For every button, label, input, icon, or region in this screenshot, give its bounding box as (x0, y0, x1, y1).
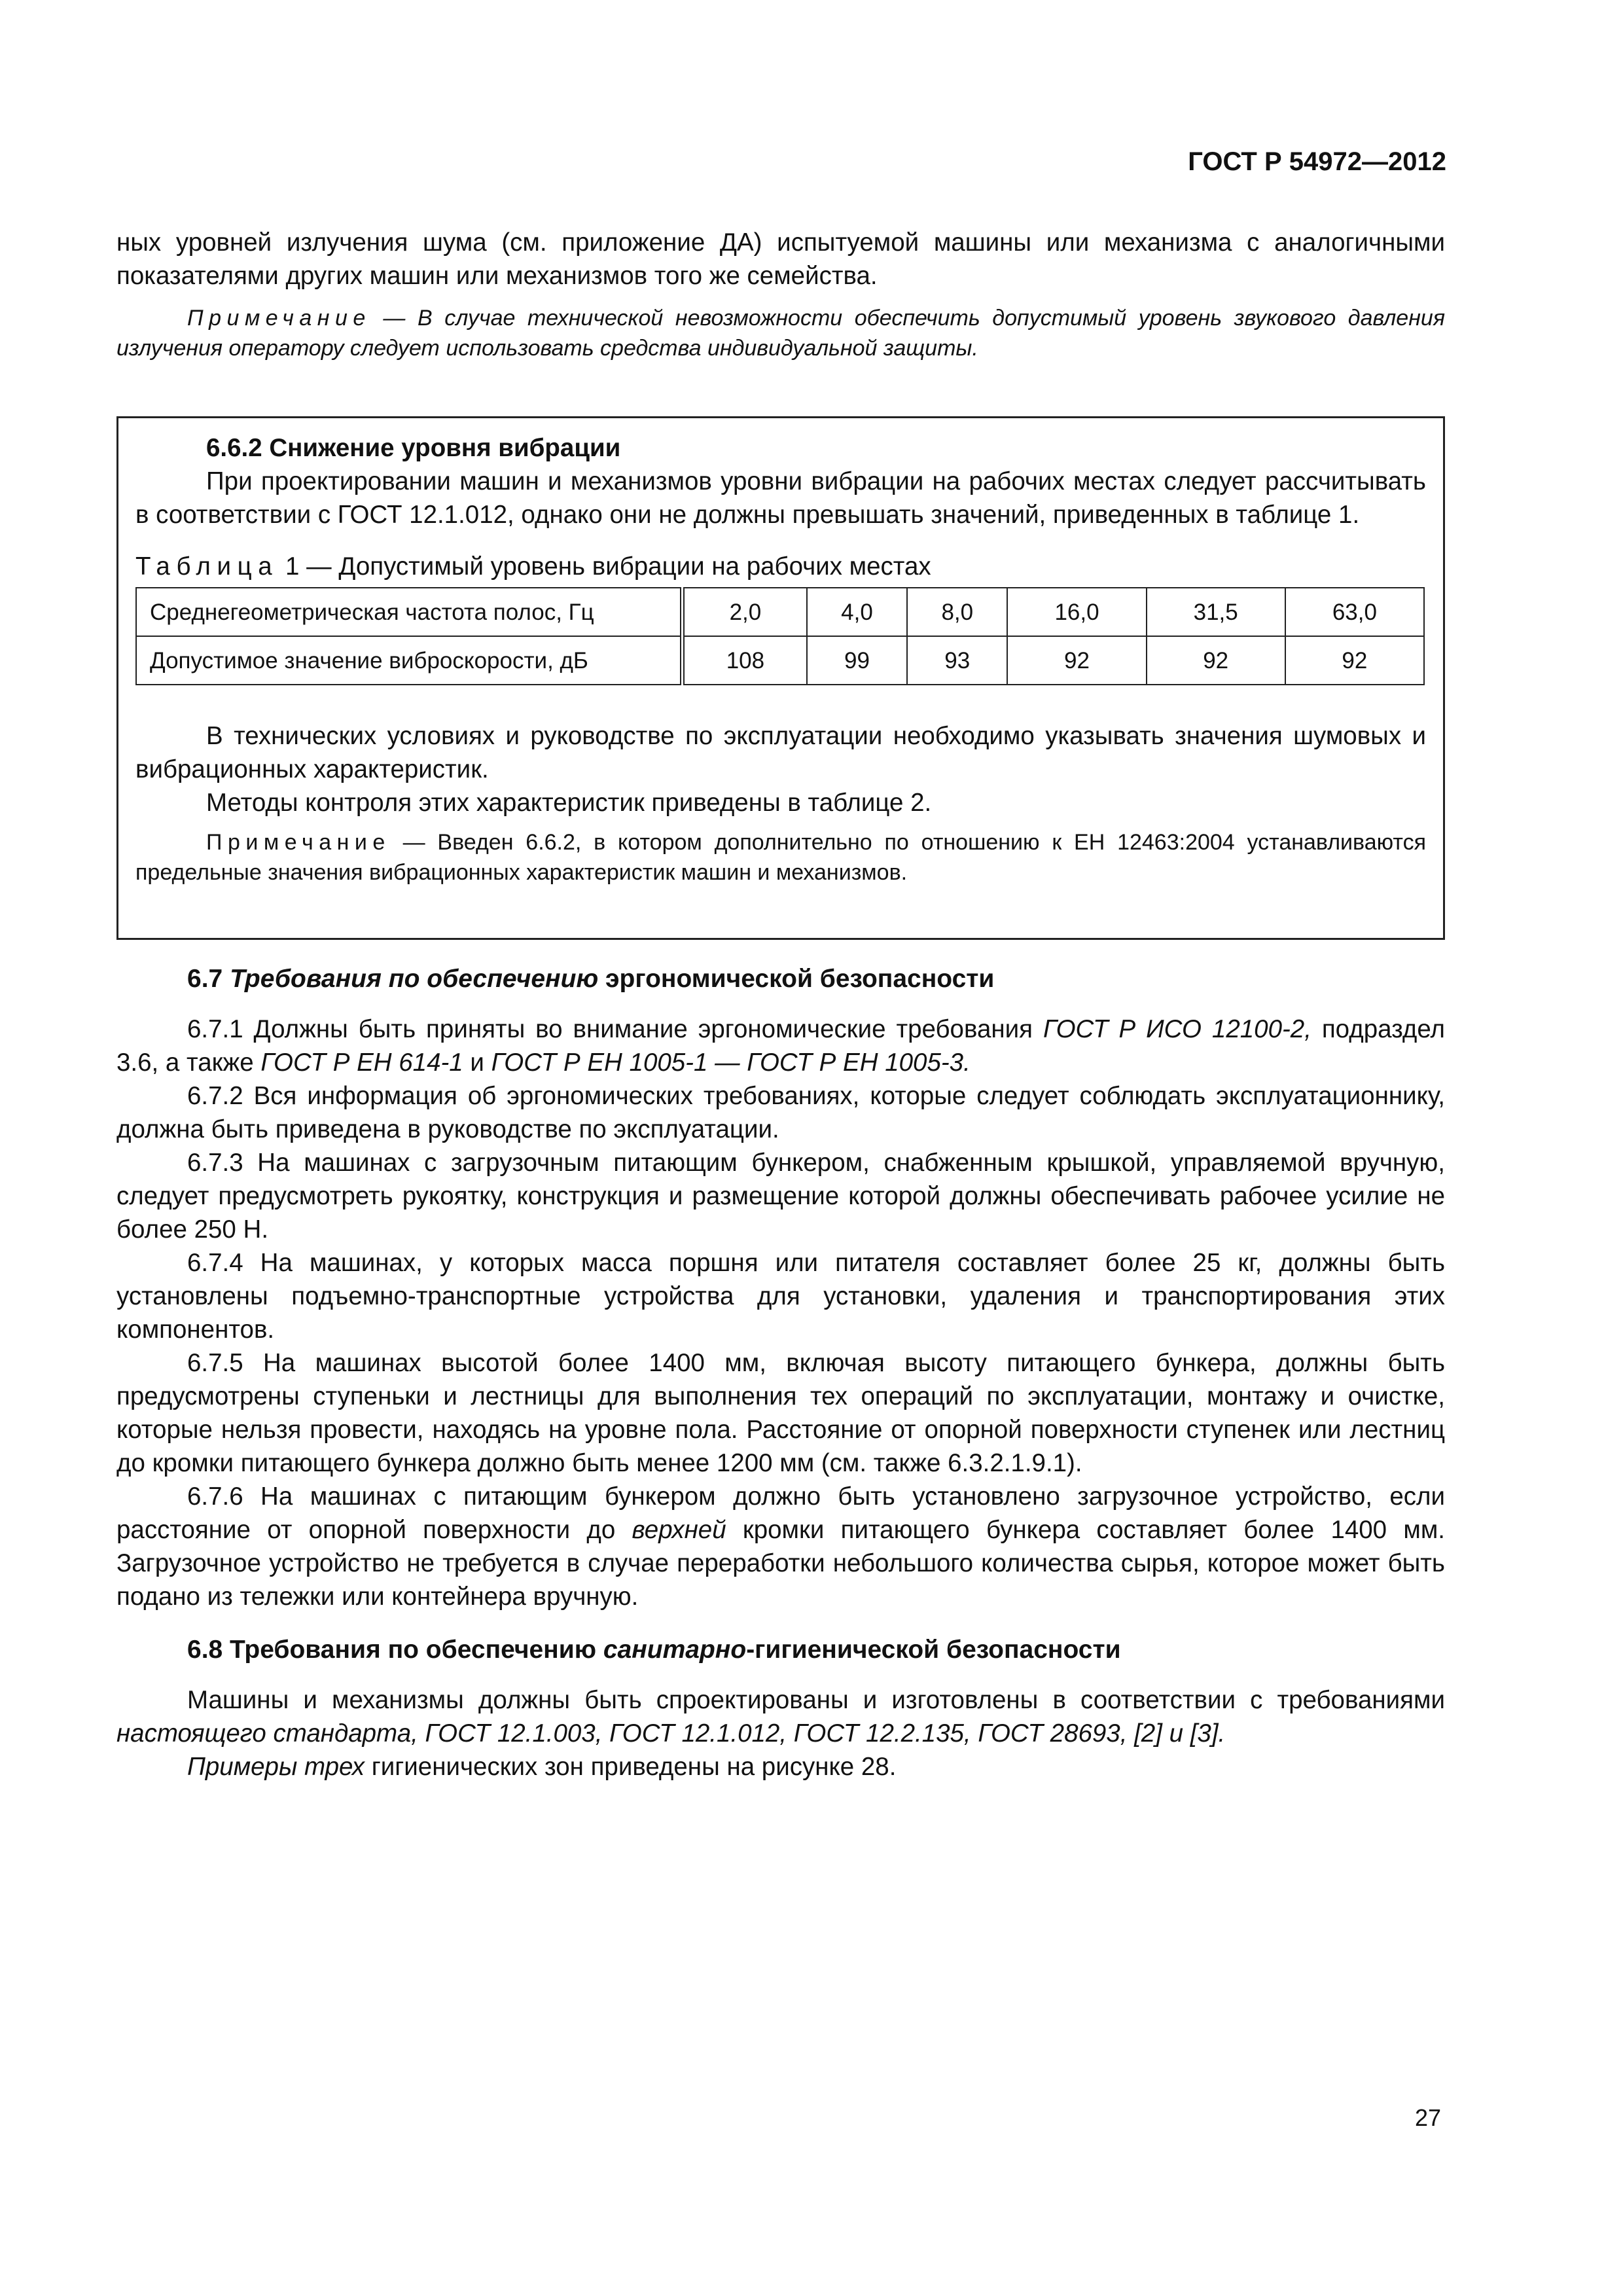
text-run-italic: верхней (632, 1516, 726, 1544)
text-run-italic: ГОСТ Р ЕН 1005-1 — ГОСТ Р ЕН 1005-3. (491, 1049, 971, 1077)
text-run: и (463, 1049, 491, 1077)
table-cell: 63,0 (1285, 588, 1424, 636)
section-heading-6-8 (116, 1633, 1445, 1666)
table-cell: 31,5 (1147, 588, 1285, 636)
paragraph-6-8-1 (116, 1683, 1445, 1750)
box-paragraph-1: При проектировании машин и механизмов уровни вибрации на рабочих местах следует рассчитывать в соответствии с ГОСТ 12.1.012, однако они не должны превышать значений, приведенных в таблице 1. (135, 467, 1426, 529)
intro-paragraph: ных уровней излучения шума (см. приложение ДА) испытуемой машины или механизма с аналогичными показателями других машин или механизмов того же семейства. (116, 228, 1445, 290)
table-cell: 92 (1285, 636, 1424, 685)
text-run: подраздел 3.6, а также (116, 1015, 1445, 1077)
paragraph-6-7-5: 6.7.5 На машинах высотой более 1400 мм, включая высоту питающего бункера, должны быть предусмотрены ступеньки и лестницы для выполнения тех операций по эксплуатации, монтажу и очистке, которые нельзя провести, находясь на уровне пола. Расстояние от опорной поверхности ступенек или лестниц до кромки питающего бункера должно быть менее 1200 мм (см. также 6.3.2.1.9.1). (116, 1349, 1445, 1477)
table-label: Таблица (135, 552, 279, 581)
table-cell: 8,0 (907, 588, 1007, 636)
note-label: Примечание (187, 306, 371, 331)
heading-italic: Требования по обеспечению (230, 965, 599, 993)
table-row (136, 636, 1424, 685)
table-cell: 16,0 (1007, 588, 1146, 636)
section-6-6-2-box (116, 416, 1445, 940)
paragraph-6-7-1 (116, 1013, 1445, 1079)
page-number: 27 (1414, 2104, 1441, 2131)
table-row (136, 588, 1424, 636)
paragraph-6-7-4: 6.7.4 На машинах, у которых масса поршня или питателя составляет более 25 кг, должны быть установлены подъемно-транспортные устройства для установки, удаления и транспортирования этих компонентов. (116, 1249, 1445, 1344)
table-cell: 99 (807, 636, 907, 685)
section-6-7 (116, 962, 1445, 1784)
document-id-header: ГОСТ Р 54972—2012 (1188, 147, 1446, 176)
table-cell: 92 (1147, 636, 1285, 685)
heading-italic: санитарно (603, 1636, 747, 1664)
table-cell: 108 (683, 636, 807, 685)
table-row-label: Допустимое значение виброскорости, дБ (136, 636, 683, 685)
box-note (135, 827, 1426, 888)
text-run: 6.7.1 Должны быть приняты во внимание эргономические требования (187, 1015, 1043, 1043)
text-run-italic: настоящего стандарта, ГОСТ 12.1.003, ГОСТ 12.1.012, ГОСТ 12.2.135, ГОСТ 28693, [2] и [3]. (116, 1719, 1226, 1748)
heading-rest: эргономической безопасности (598, 965, 995, 993)
heading-number: 6.7 (187, 965, 230, 993)
heading-text: -гигиенической безопасности (746, 1636, 1121, 1664)
text-run: кромки питающего бункера составляет более 1400 мм. Загрузочное устройство не требуется в случае переработки небольшого количества сырья, которое может быть подано из тележки или контейнера вручную. (116, 1516, 1445, 1611)
text-run: гигиенических зон приведены на рисунке 28. (365, 1753, 897, 1781)
text-run-italic: Примеры трех (187, 1753, 365, 1781)
vibration-table (135, 587, 1425, 685)
text-run-italic: ГОСТ Р ЕН 614-1 (260, 1049, 463, 1077)
paragraph-6-8-2 (116, 1750, 1445, 1784)
box-paragraph-2: В технических условиях и руководстве по эксплуатации необходимо указывать значения шумовых и вибрационных характеристик. (135, 722, 1426, 783)
paragraph-6-7-6 (116, 1480, 1445, 1613)
table-row-label: Среднегеометрическая частота полос, Гц (136, 588, 683, 636)
section-heading-6-6-2: 6.6.2 Снижение уровня вибрации (206, 434, 621, 462)
text-run: Машины и механизмы должны быть спроектированы и изготовлены в соответствии с требованиями (187, 1686, 1445, 1714)
text-run: 6.7.6 На машинах с питающим бункером должно быть установлено загрузочное устройство, если расстояние от опорной поверхности до (116, 1482, 1445, 1544)
table-cell: 92 (1007, 636, 1146, 685)
table-caption (135, 550, 1426, 583)
table-cell: 2,0 (683, 588, 807, 636)
table-title: 1 — Допустимый уровень вибрации на рабочих местах (278, 552, 931, 581)
note-text: — Введен 6.6.2, в котором дополнительно по отношению к ЕН 12463:2004 устанавливаются предельные значения вибрационных характеристик машин и механизмов. (135, 830, 1426, 885)
note-text: — В случае технической невозможности обеспечить допустимый уровень звукового давления излучения оператору следует использовать средства индивидуальной защиты. (116, 306, 1445, 361)
text-run-italic: ГОСТ Р ИСО 12100-2, (1043, 1015, 1311, 1043)
paragraph-6-7-2: 6.7.2 Вся информация об эргономических требованиях, которые следует соблюдать эксплуатационнику, должна быть приведена в руководстве по эксплуатации. (116, 1082, 1445, 1143)
heading-text: 6.8 Требования по обеспечению (187, 1636, 603, 1664)
table-cell: 93 (907, 636, 1007, 685)
section-heading-6-7 (116, 962, 1445, 996)
note-label: Примечание (206, 830, 391, 855)
box-paragraph-3: Методы контроля этих характеристик приведены в таблице 2. (206, 789, 932, 817)
table-cell: 4,0 (807, 588, 907, 636)
paragraph-6-7-3: 6.7.3 На машинах с загрузочным питающим бункером, снабженным крышкой, управляемой вручную, следует предусмотреть рукоятку, конструкция и размещение которой должны обеспечивать рабочее усилие не более 250 Н. (116, 1149, 1445, 1244)
intro-block (116, 226, 1445, 363)
intro-note (116, 303, 1445, 363)
